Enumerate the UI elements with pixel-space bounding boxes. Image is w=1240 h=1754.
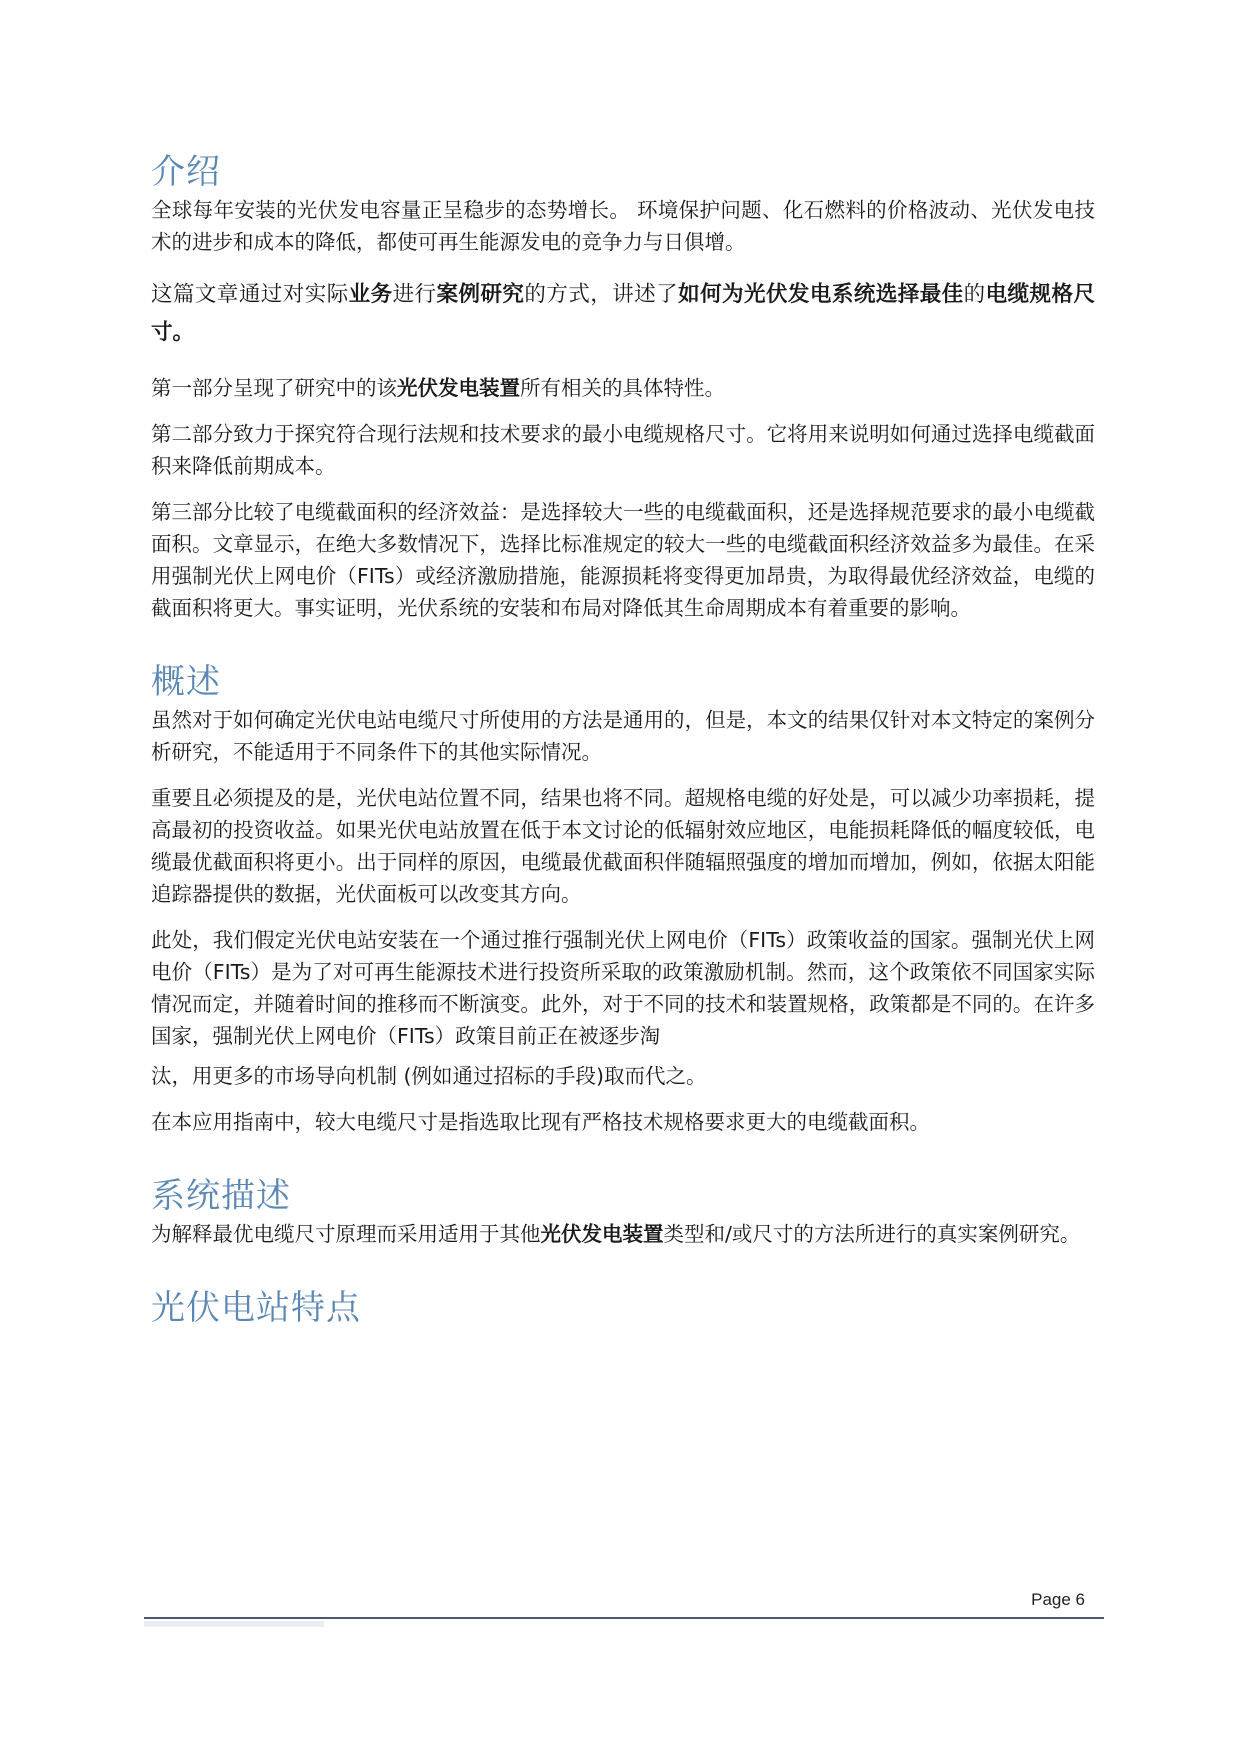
intro-paragraph-3 — [151, 372, 1095, 404]
intro-p2-text-c: 进行 — [392, 282, 437, 307]
overview-paragraph-5: 在本应用指南中，较大电缆尺寸是指选取比现有严格技术规格要求更大的电缆截面积。 — [151, 1110, 930, 1134]
intro-p3-bold-b: 光伏发电装置 — [397, 376, 520, 400]
system-p1-bold-b: 光伏发电装置 — [540, 1222, 664, 1246]
overview-paragraph-1: 虽然对于如何确定光伏电站电缆尺寸所使用的方法是通用的，但是，本文的结果仅针对本文特定的案例分析研究，不能适用于不同条件下的其他实际情况。 — [151, 708, 1095, 764]
intro-p2-bold-b: 业务 — [348, 282, 393, 307]
overview-paragraph-4: 汰，用更多的市场导向机制 (例如通过招标的手段)取而代之。 — [151, 1064, 707, 1088]
intro-p2-text-a: 这篇文章通过对实际 — [151, 282, 349, 307]
intro-p2-text-e: 的方式，讲述了 — [524, 282, 679, 307]
intro-p3-text-a: 第一部分呈现了研究中的该 — [151, 376, 397, 400]
page-content — [151, 150, 1095, 1330]
section-spacer — [151, 638, 1095, 660]
intro-p2-bold-d: 案例研究 — [436, 282, 525, 307]
page-number: Page 6 — [1031, 1590, 1085, 1609]
system-paragraph-1 — [151, 1218, 1095, 1250]
intro-paragraph-5: 第三部分比较了电缆截面积的经济效益：是选择较大一些的电缆截面积，还是选择规范要求的最小电缆截面积。文章显示，在绝大多数情况下，选择比标准规定的较大一些的电缆截面积经济效益多为最佳。在采用强制光伏上网电价（FITs）或经济激励措施，能源损耗将变得更加昂贵，为取得最优经济效益，电缆的截面积将更大。事实证明，光伏系统的安装和布局对降低其生命周期成本有着重要的影响。 — [151, 500, 1095, 620]
heading-plant-features: 光伏电站特点 — [151, 1288, 361, 1328]
intro-paragraph-1: 全球每年安装的光伏发电容量正呈稳步的态势增长。 环境保护问题、化石燃料的价格波动、光伏发电技术的进步和成本的降低，都使可再生能源发电的竞争力与日俱增。 — [151, 198, 1095, 254]
heading-intro: 介绍 — [151, 152, 221, 192]
overview-paragraph-3: 此处，我们假定光伏电站安装在一个通过推行强制光伏上网电价（FITs）政策收益的国家。强制光伏上网电价（FITs）是为了对可再生能源技术进行投资所采取的政策激励机制。然而，这个政策依不同国家实际情况而定，并随着时间的推移而不断演变。此外，对于不同的技术和装置规格，政策都是不同的。在许多国家，强制光伏上网电价（FITs）政策目前正在被逐步淘 — [151, 928, 1095, 1048]
intro-p2-bold-h: 电缆规格尺寸。 — [151, 282, 1095, 345]
intro-p3-text-c: 所有相关的具体特性。 — [520, 376, 725, 400]
system-p1-text-c: 类型和/或尺寸的方法所进行的真实案例研究。 — [663, 1222, 1081, 1246]
section-spacer — [151, 1152, 1095, 1174]
footer-accent — [144, 1621, 324, 1627]
intro-p2-text-g: 的 — [963, 282, 986, 307]
heading-overview: 概述 — [151, 662, 221, 702]
footer-rule — [144, 1617, 1104, 1619]
section-spacer — [151, 1264, 1095, 1286]
overview-paragraph-2: 重要且必须提及的是，光伏电站位置不同，结果也将不同。超规格电缆的好处是，可以减少功率损耗，提高最初的投资收益。如果光伏电站放置在低于本文讨论的低辐射效应地区，电能损耗降低的幅度较低，电缆最优截面积将更小。出于同样的原因，电缆最优截面积伴随辐照强度的增加而增加，例如，依据太阳能追踪器提供的数据，光伏面板可以改变其方向。 — [151, 786, 1095, 906]
intro-p2-bold-f: 如何为光伏发电系统选择最佳 — [678, 282, 964, 307]
heading-system-description: 系统描述 — [151, 1176, 291, 1216]
intro-paragraph-2 — [151, 276, 1095, 352]
system-p1-text-a: 为解释最优电缆尺寸原理而采用适用于其他 — [151, 1222, 541, 1246]
intro-paragraph-4: 第二部分致力于探究符合现行法规和技术要求的最小电缆规格尺寸。它将用来说明如何通过选择电缆截面积来降低前期成本。 — [151, 422, 1095, 478]
